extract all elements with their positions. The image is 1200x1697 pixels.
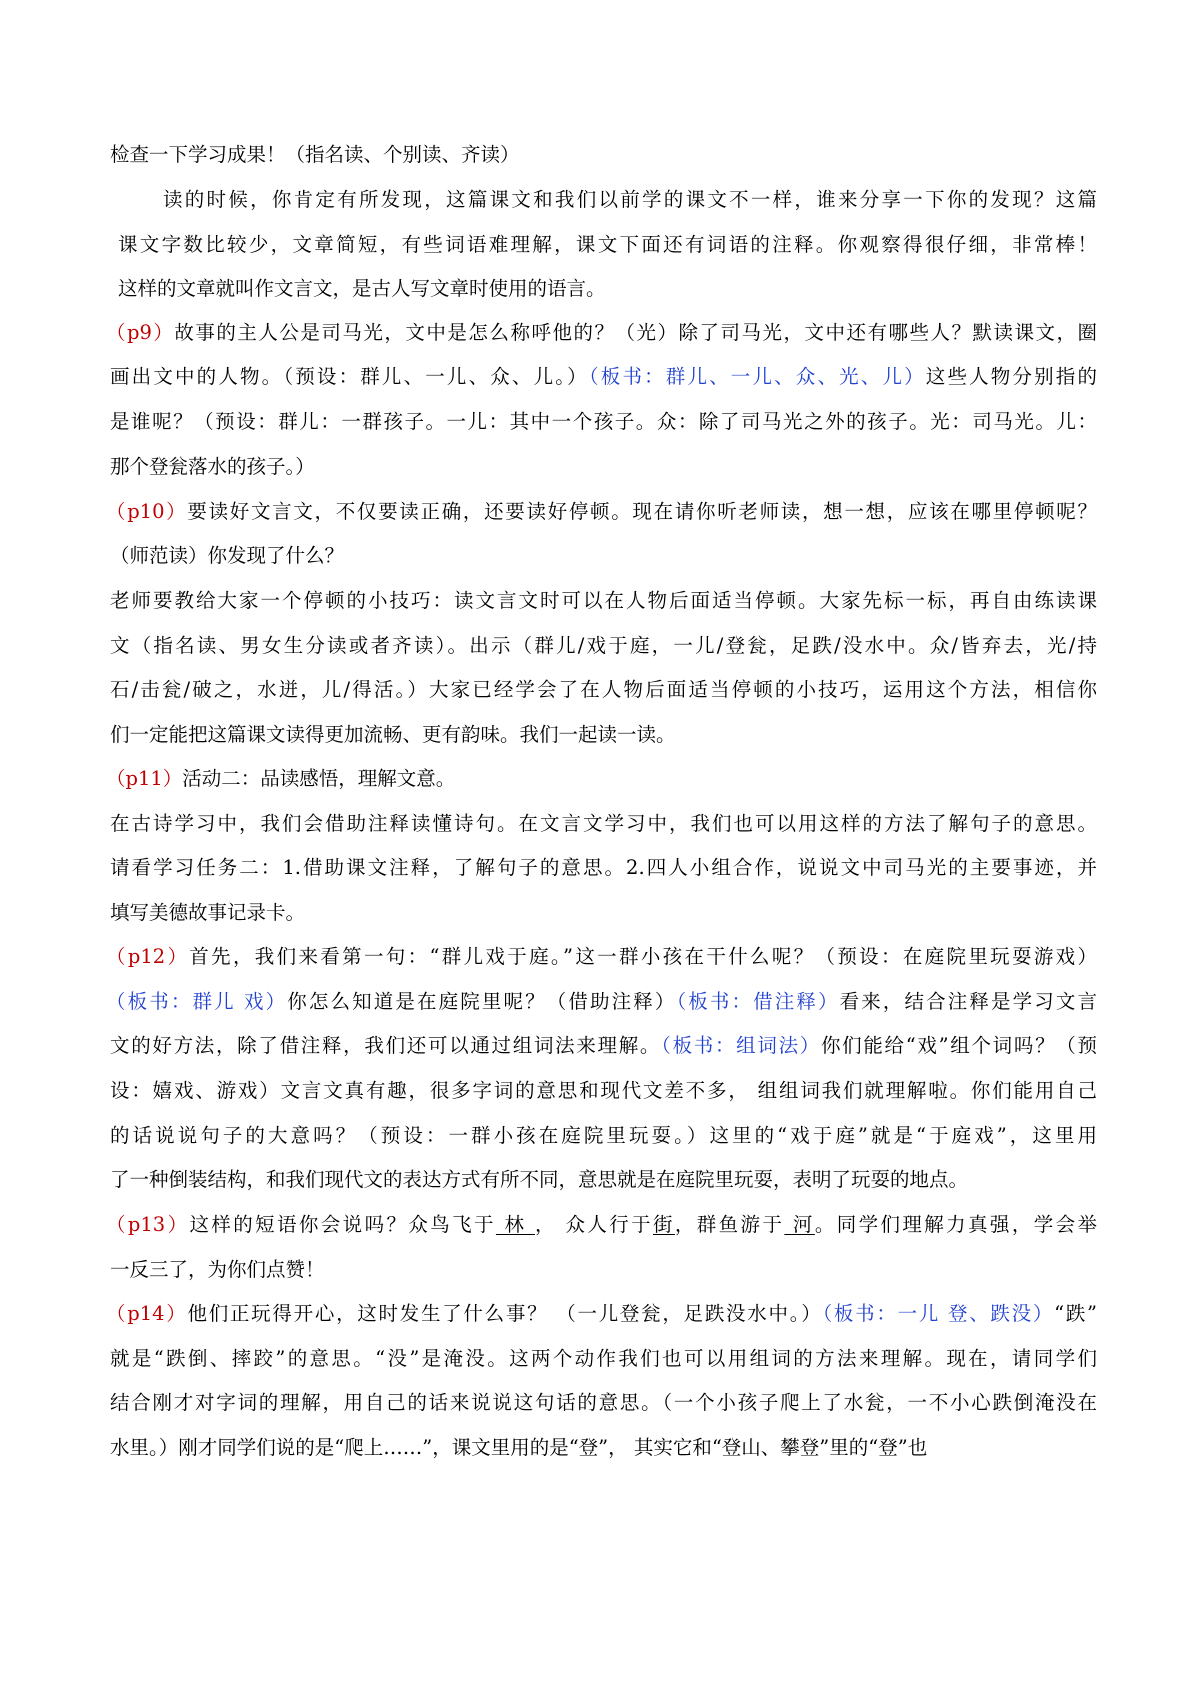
text-segment: 的话说说句子的大意吗？（预设：一群小孩在庭院里玩耍。）这里的“戏于庭”就是“于庭戏”，这里用 bbox=[110, 1124, 1097, 1147]
fill-blank-answer: 林 bbox=[495, 1213, 535, 1236]
fill-blank-answer: 街 bbox=[653, 1213, 675, 1236]
text-line bbox=[110, 898, 1097, 928]
text-segment: 那个登瓮落水的孩子。） bbox=[110, 455, 315, 478]
text-line bbox=[110, 407, 1097, 437]
text-segment: 填写美德故事记录卡。 bbox=[110, 901, 306, 924]
text-segment: 这样的文章就叫作文言文，是古人写文章时使用的语言。 bbox=[118, 277, 606, 300]
text-segment: 画出文中的人物。（预设：群儿、一儿、众、儿。） bbox=[110, 365, 589, 388]
text-segment: 了一种倒装结构，和我们现代文的表达方式有所不同，意思就是在庭院里玩耍，表明了玩耍的地点。 bbox=[110, 1168, 969, 1191]
text-segment: 。同学们理解力真强，学会举 bbox=[814, 1213, 1097, 1236]
text-segment: 结合刚才对字词的理解，用自己的话来说说这句话的意思。（一个小孩子爬上了水瓮，一不小心跌倒淹没在 bbox=[110, 1391, 1097, 1414]
text-segment: 检查一下学习成果！（指名读、个别读、齐读） bbox=[110, 143, 520, 166]
page-ref-label: （p12） bbox=[106, 945, 190, 968]
board-note: （板书：一儿 登、跌没） bbox=[822, 1302, 1055, 1325]
text-line bbox=[106, 1210, 1097, 1240]
text-segment: 读的时候，你肯定有所发现，这篇课文和我们以前学的课文不一样，谁来分享一下你的发现？这篇 bbox=[163, 188, 1097, 211]
text-line bbox=[110, 1344, 1097, 1374]
text-segment: 课文字数比较少，文章简短，有些词语难理解，课文下面还有词语的注释。你观察得很仔细，非常棒！ bbox=[118, 233, 1097, 256]
text-segment: 文（指名读、男女生分读或者齐读）。出示（群儿/戏于庭，一儿/登瓮，足跌/没水中。众/皆弃去，光/持 bbox=[110, 634, 1097, 657]
text-line bbox=[110, 452, 1097, 482]
text-segment: 就是“跌倒、摔跤”的意思。“没”是淹没。这两个动作我们也可以用组词的方法来理解。现在，请同学们 bbox=[110, 1347, 1097, 1370]
text-segment: ， 众人行于 bbox=[534, 1213, 653, 1236]
text-segment: 在古诗学习中，我们会借助注释读懂诗句。在文言文学习中，我们也可以用这样的方法了解句子的意思。 bbox=[110, 812, 1097, 835]
text-segment: （师范读）你发现了什么？ bbox=[110, 544, 345, 567]
text-segment: “跌” bbox=[1054, 1302, 1097, 1325]
text-line bbox=[118, 230, 1097, 260]
text-line bbox=[110, 1165, 1097, 1195]
text-segment: 要读好文言文，不仅要读正确，还要读好停顿。现在请你听老师读，想一想，应该在哪里停顿呢？ bbox=[187, 500, 1097, 523]
text-segment: 看来，结合注释是学习文言 bbox=[839, 990, 1097, 1013]
text-line bbox=[110, 1121, 1097, 1151]
text-segment: 请看学习任务二：1.借助课文注释，了解句子的意思。2.四人小组合作，说说文中司马光的主要事迹，并 bbox=[110, 856, 1097, 879]
text-segment: 设：嬉戏、游戏）文言文真有趣，很多字词的意思和现代文差不多， 组组词我们就理解啦。你们能用自己 bbox=[110, 1079, 1097, 1102]
text-segment: 这些人物分别指的 bbox=[925, 365, 1097, 388]
text-segment: 文的好方法，除了借注释，我们还可以通过组词法来理解。 bbox=[110, 1034, 662, 1057]
text-segment: ，群鱼游于 bbox=[674, 1213, 785, 1236]
text-line bbox=[106, 497, 1097, 527]
text-segment: 是谁呢？（预设：群儿：一群孩子。一儿：其中一个孩子。众：除了司马光之外的孩子。光：司马光。儿： bbox=[110, 410, 1097, 433]
page-ref-label: （p9） bbox=[106, 321, 175, 344]
text-segment: 你们能给“戏”组个词吗？（预 bbox=[820, 1034, 1097, 1057]
text-line bbox=[110, 140, 1097, 170]
board-note: （板书：借注释） bbox=[676, 990, 840, 1013]
text-segment: 石/击瓮/破之，水迸，儿/得活。）大家已经学会了在人物后面适当停顿的小技巧，运用这个方法，相信你 bbox=[110, 678, 1097, 701]
text-line bbox=[106, 987, 1097, 1017]
fill-blank-answer: 河 bbox=[784, 1213, 815, 1236]
text-segment: 老师要教给大家一个停顿的小技巧：读文言文时可以在人物后面适当停顿。大家先标一标，再自由练读课 bbox=[110, 589, 1097, 612]
page-ref-label: （p13） bbox=[106, 1213, 190, 1236]
text-line bbox=[110, 1255, 1097, 1285]
text-line bbox=[110, 541, 1097, 571]
text-line bbox=[106, 942, 1097, 972]
text-line bbox=[110, 809, 1097, 839]
text-segment: 水里。）刚才同学们说的是“爬上……”，课文里用的是“登”， 其实它和“登山、攀登”里的“登”也 bbox=[110, 1436, 928, 1459]
board-note: （板书：群儿、一儿、众、光、儿） bbox=[588, 365, 926, 388]
page-ref-label: （p11） bbox=[106, 767, 183, 790]
text-line bbox=[163, 185, 1097, 215]
text-line bbox=[110, 631, 1097, 661]
text-line bbox=[110, 675, 1097, 705]
page-ref-label: （p10） bbox=[106, 500, 188, 523]
text-segment: 故事的主人公是司马光，文中是怎么称呼他的？（光）除了司马光，文中还有哪些人？默读课文，圈 bbox=[174, 321, 1097, 344]
text-segment: 首先，我们来看第一句：“群儿戏于庭。”这一群小孩在干什么呢？（预设：在庭院里玩耍游戏） bbox=[189, 945, 1097, 968]
board-note: （板书：组词法） bbox=[661, 1034, 821, 1057]
text-line bbox=[110, 853, 1097, 883]
text-line bbox=[110, 720, 1097, 750]
text-segment: 一反三了，为你们点赞！ bbox=[110, 1258, 325, 1281]
text-line bbox=[106, 764, 1097, 794]
text-segment: 你怎么知道是在庭院里呢？（借助注释） bbox=[287, 990, 677, 1013]
text-line bbox=[110, 1433, 1097, 1463]
text-segment: 他们正玩得开心，这时发生了什么事？ （一儿登瓮，足跌没水中。） bbox=[187, 1302, 823, 1325]
text-segment: 这样的短语你会说吗？众鸟飞于 bbox=[189, 1213, 496, 1236]
text-line bbox=[110, 362, 1097, 392]
text-line bbox=[110, 1388, 1097, 1418]
text-segment: 们一定能把这篇课文读得更加流畅、更有韵味。我们一起读一读。 bbox=[110, 723, 676, 746]
text-line bbox=[106, 318, 1097, 348]
text-line bbox=[110, 586, 1097, 616]
text-line bbox=[118, 274, 1097, 304]
board-note: （板书：群儿 戏） bbox=[106, 990, 288, 1013]
text-segment: 活动二：品读感悟，理解文意。 bbox=[182, 767, 456, 790]
text-line bbox=[110, 1076, 1097, 1106]
text-line bbox=[110, 1031, 1097, 1061]
text-line bbox=[106, 1299, 1097, 1329]
page-ref-label: （p14） bbox=[106, 1302, 188, 1325]
